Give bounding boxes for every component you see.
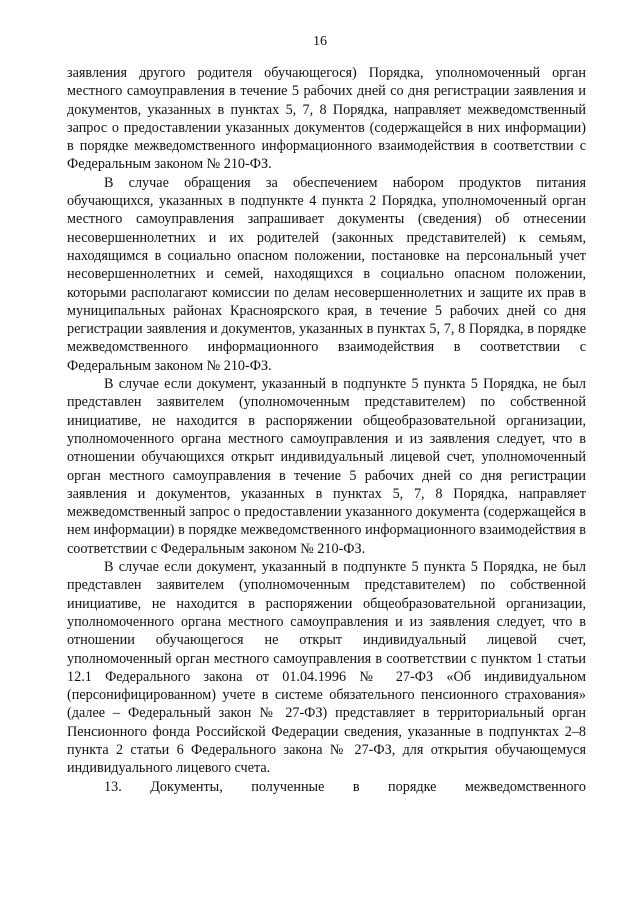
paragraph-account-opened: В случае если документ, указанный в подпункте 5 пункта 5 Порядка, не был представлен заявителем (уполномоченным представителем) по собственной инициативе, не находится в распоряжении общеобразовательной организации, уполномоченного органа местного самоуправления и из заявления следует, что в отношении обучающихся открыт индивидуальный лицевой счет, уполномоченный орган местного самоуправления в течение 5 рабочих дней со дня регистрации заявления и документов, указанных в пунктах 5, 7, 8 Порядка, направляет межведомственный запрос о предоставлении указанного документа (содержащейся в нем информации) в порядке межведомственного информационного взаимодействия в соответствии с Федеральным законом № 210-ФЗ. <box>67 376 586 557</box>
document-body <box>67 64 586 796</box>
paragraph-account-not-opened: В случае если документ, указанный в подпункте 5 пункта 5 Порядка, не был представлен заявителем (уполномоченным представителем) по собственной инициативе, не находится в распоряжении общеобразовательной организации, уполномоченного органа местного самоуправления и из заявления следует, что в отношении обучающегося не открыт индивидуальный лицевой счет, уполномоченный орган местного самоуправления в соответствии с пунктом 1 статьи 12.1 Федерального закона от 01.04.1996 № 27-ФЗ «Об индивидуальном (персонифицированном) учете в системе обязательного пенсионного страхования» (далее – Федеральный закон № 27-ФЗ) представляет в территориальный орган Пенсионного фонда Российской Федерации сведения, указанные в подпунктах 2–8 пункта 2 статьи 6 Федерального закона № 27-ФЗ, для открытия обучающемуся индивидуального лицевого счета. <box>67 559 586 777</box>
paragraph-food-set: В случае обращения за обеспечением набором продуктов питания обучающихся, указанных в подпункте 4 пункта 2 Порядка, уполномоченный орган местного самоуправления запрашивает документы (сведения) об отнесении несовершеннолетних и их родителей (законных представителей) к семьям, находящимся в социально опасном положении, постановке на персональный учет несовершеннолетних и семей, находящихся в социально опасном положении, которыми располагают комиссии по делам несовершеннолетних и защите их прав в муниципальных районах Красноярского края, в течение 5 рабочих дней со дня регистрации заявления и документов, указанных в пунктах 5, 7, 8 Порядка, в порядке межведомственного информационного взаимодействия в соответствии с Федеральным законом № 210-ФЗ. <box>67 174 586 374</box>
page-number: 16 <box>313 34 327 49</box>
paragraph-item-13: 13. Документы, полученные в порядке межведомственного <box>104 778 586 795</box>
paragraph-continuation: заявления другого родителя обучающегося) Порядка, уполномоченный орган местного самоуправления в течение 5 рабочих дней со дня регистрации заявления и документов, указанных в пунктах 5, 7, 8 Порядка, направляет межведомственный запрос о предоставлении указанных документов (содержащейся в них информации) в порядке межведомственного информационного взаимодействия в соответствии с Федеральным законом № 210-ФЗ. <box>67 65 586 173</box>
